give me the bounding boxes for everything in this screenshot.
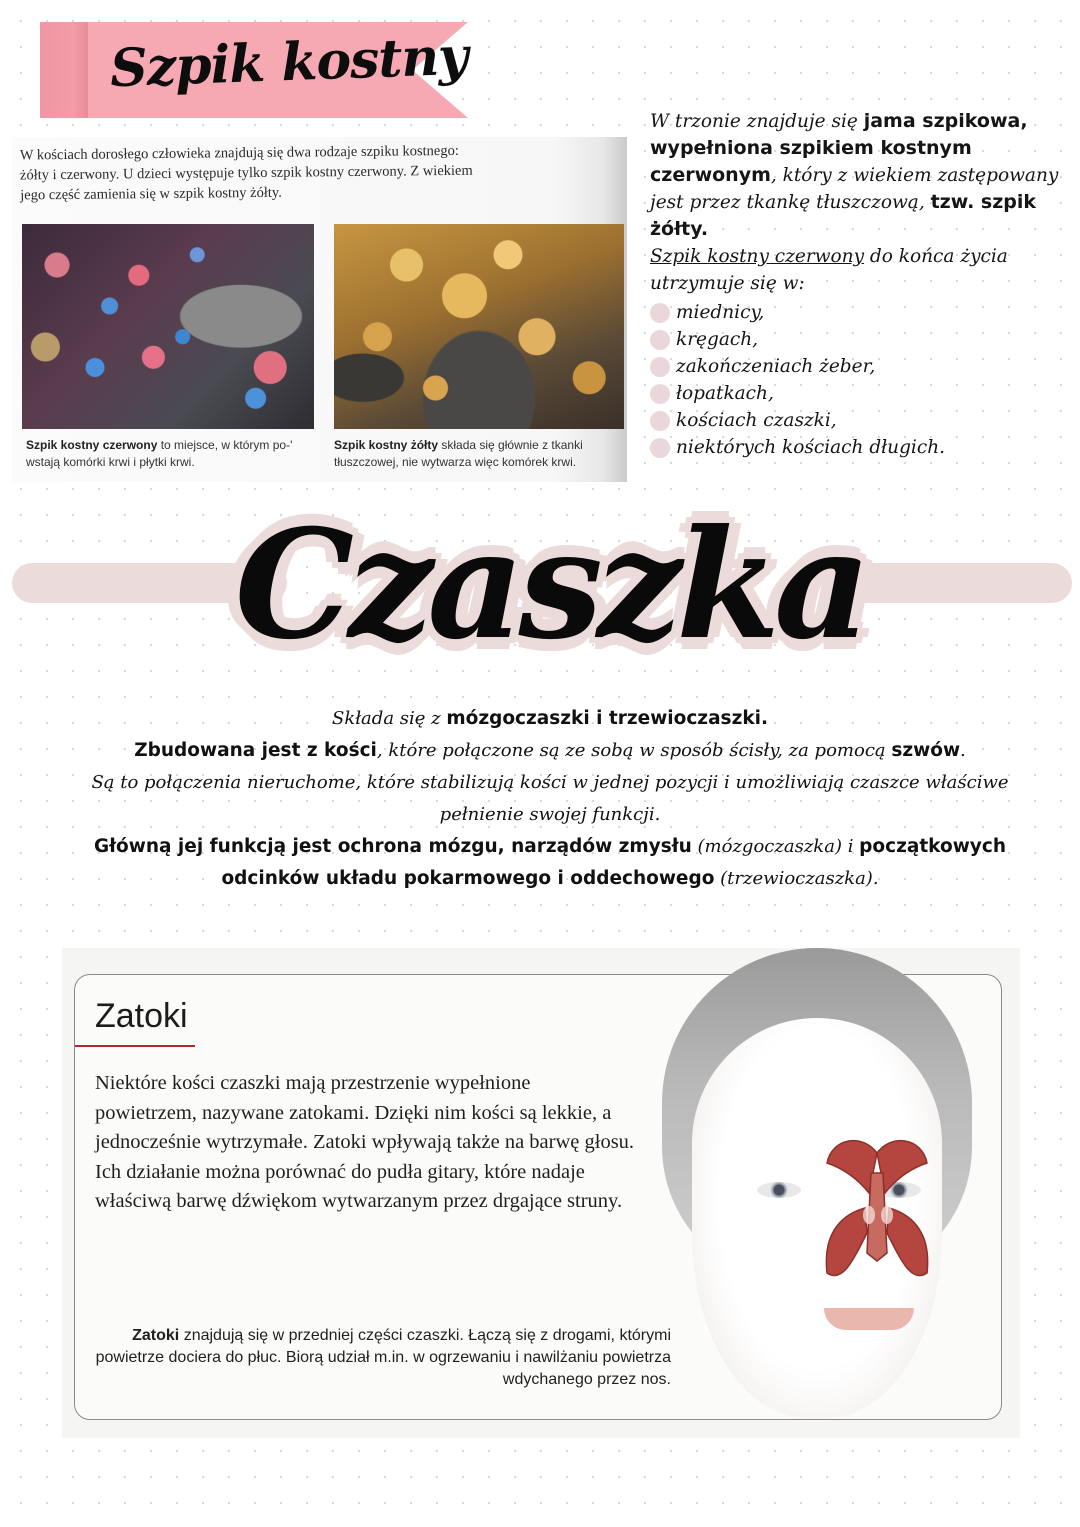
desc-bold: początkowych odcinków układu pokarmowego i oddechowego	[221, 836, 1006, 889]
desc-bold: Zbudowana jest z kości	[134, 740, 377, 761]
caption-text: składa się głównie z tkanki tłuszczowej, nie wytwarza więc komórek krwi.	[334, 438, 583, 469]
caption-bold: Szpik kostny czerwony	[26, 438, 158, 452]
eye-left	[757, 1182, 801, 1198]
marrow-locations-list	[650, 299, 1075, 461]
section-title-text: Czaszka	[234, 497, 866, 673]
desc-line-1	[40, 703, 1060, 735]
desc-text: (mózgoczaszka) i	[691, 836, 860, 857]
list-item	[650, 407, 1075, 434]
notes-text: , który z wiekiem zastępowany jest przez tkankę tłuszczową,	[650, 165, 1059, 213]
banner-title: Szpik kostny	[109, 25, 469, 100]
yellow-marrow-caption	[334, 437, 624, 471]
title-underline	[75, 1045, 195, 1047]
section-banner	[40, 22, 468, 118]
skull-description	[40, 703, 1060, 895]
section-title	[234, 480, 866, 690]
bullet-dot-icon	[650, 411, 670, 431]
desc-line-2	[40, 735, 1060, 767]
bullet-dot-icon	[650, 384, 670, 404]
textbook-sinus-scan	[62, 948, 1020, 1438]
sinus-diagram-icon	[807, 1133, 947, 1293]
caption-text: to miejsce, w którym po-' wstają komórki krwi i płytki krwi.	[26, 438, 293, 469]
yellow-marrow-photo	[334, 224, 624, 429]
list-item-label: miednicy,	[676, 302, 765, 323]
note-bold: Zatoki	[132, 1327, 180, 1344]
desc-bold: Główną jej funkcją jest ochrona mózgu, narządów zmysłu	[93, 836, 692, 857]
list-item-label: łopatkach,	[676, 383, 774, 404]
face-sinus-illustration	[662, 948, 982, 1438]
list-item-label: kościach czaszki,	[676, 410, 837, 431]
notes-text: W trzonie znajduje się	[650, 111, 864, 132]
notes-paragraph-1	[650, 108, 1075, 243]
bullet-dot-icon	[650, 438, 670, 458]
desc-text: .	[960, 740, 966, 761]
desc-text: Składa się z	[331, 708, 447, 729]
banner-fold	[40, 22, 88, 118]
list-item	[650, 326, 1075, 353]
list-item	[650, 353, 1075, 380]
desc-line-3	[40, 767, 1060, 831]
desc-text: , które połączone są ze sobą w sposób ścisły, za pomocą	[376, 740, 892, 761]
notes-underlined: Szpik kostny czerwony	[650, 246, 865, 267]
notes-paragraph-2	[650, 243, 1075, 297]
desc-text: (trzewioczaszka).	[714, 868, 879, 889]
list-item	[650, 380, 1075, 407]
red-marrow-photo	[22, 224, 314, 429]
desc-line-4	[40, 831, 1060, 895]
sinus-text: Niektóre kości czaszki mają przestrzenie wypełnione powietrzem, nazywane zatokami. Dzięki nim kości są lekkie, a jednocześnie wytrzymałe. Zatoki wpływają także na barwę głosu. Ich działanie można porównać do pudła gitary, które nadaje właściwą barwę dźwiękom wytwarzanym przez drgające struny.	[95, 1072, 635, 1212]
bullet-dot-icon	[650, 357, 670, 377]
marrow-notes	[650, 108, 1075, 461]
desc-text: Są to połączenia nieruchome, które stabilizują kości w jednej pozycji i umożliwiają czaszce właściwe pełnienie swojej funkcji.	[91, 772, 1009, 825]
sinus-note	[91, 1325, 671, 1391]
list-item	[650, 434, 1075, 461]
bullet-dot-icon	[650, 303, 670, 323]
list-item-label: zakończeniach żeber,	[676, 356, 876, 377]
sinus-title: Zatoki	[95, 997, 188, 1035]
note-text: znajdują się w przedniej części czaszki. Łączą się z drogami, którymi powietrze dociera do płuc. Biorą udział m.in. w ogrzewaniu i nawilżaniu powietrza wdychanego przez nos.	[95, 1327, 671, 1388]
notes-bold: jama szpikowa, wypełniona szpikiem kostnym czerwonym	[650, 110, 1028, 186]
list-item-label: kręgach,	[676, 329, 759, 350]
bullet-dot-icon	[650, 330, 670, 350]
red-marrow-caption	[26, 437, 311, 471]
caption-bold: Szpik kostny żółty	[334, 438, 439, 452]
textbook-marrow-scan	[12, 137, 627, 482]
mouth	[824, 1308, 914, 1330]
list-item	[650, 299, 1075, 326]
list-item-label: niektórych kościach długich.	[676, 437, 945, 458]
marrow-intro-text: W kościach dorosłego człowieka znajdują się dwa rodzaje szpiku kostnego: żółty i czerwony. U dzieci występuje tylko szpik kostny czerwony. Z wiekiem jego część zamienia się w szpik kostny żółty.	[19, 142, 473, 204]
notes-text: do końca życia utrzymuje się w:	[650, 246, 1008, 294]
desc-bold: szwów	[891, 740, 961, 761]
desc-bold: mózgoczaszki i trzewioczaszki.	[446, 708, 769, 729]
notes-bold: tzw. szpik żółty.	[650, 191, 1037, 240]
